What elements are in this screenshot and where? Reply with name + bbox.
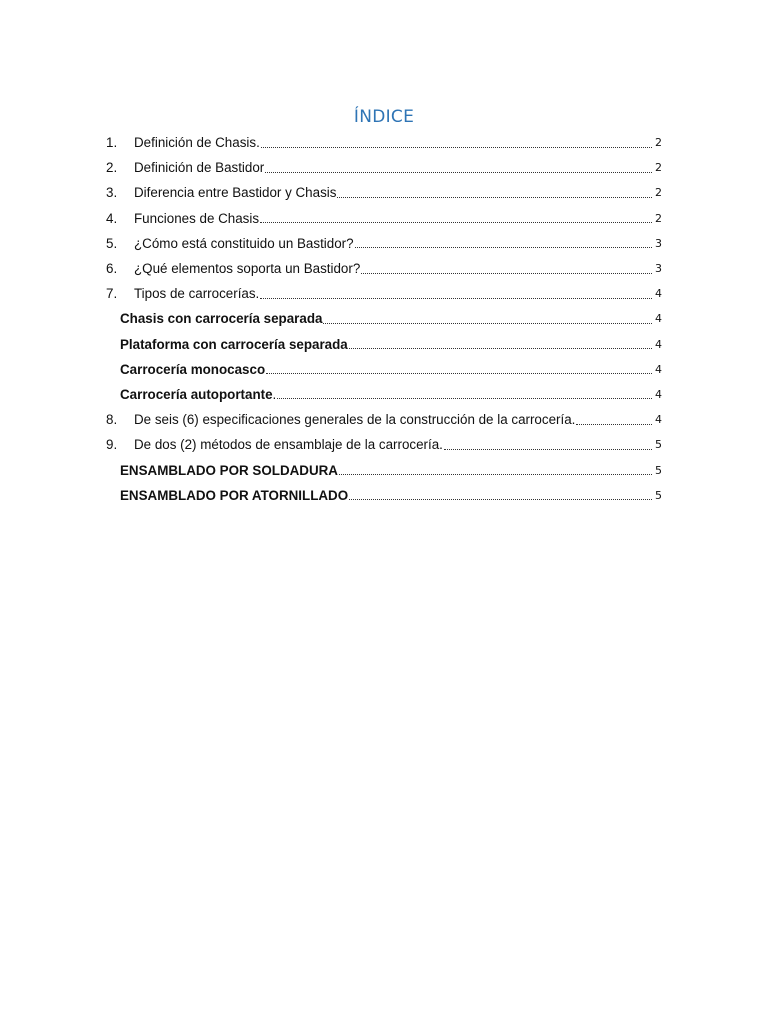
- toc-dot-leader: [337, 196, 652, 198]
- toc-entry-page: 5: [655, 463, 662, 477]
- toc-entry[interactable]: [106, 206, 662, 231]
- toc-entry-page: 2: [655, 136, 662, 150]
- toc-entry-page: 4: [655, 287, 662, 301]
- toc-entry-number: 9.: [106, 437, 118, 453]
- toc-entry-label: Funciones de Chasis: [134, 210, 260, 226]
- table-of-contents: [106, 130, 662, 508]
- toc-dot-leader: [355, 246, 652, 248]
- toc-entry[interactable]: [106, 256, 662, 281]
- toc-entry-number: 5.: [106, 235, 118, 251]
- toc-entry-label: Carrocería autoportante: [120, 386, 273, 402]
- toc-entry-label: Definición de Bastidor: [134, 160, 265, 176]
- toc-entry-number: 1.: [106, 135, 118, 151]
- toc-entry-page: 4: [655, 413, 662, 427]
- toc-dot-leader: [277, 397, 652, 399]
- toc-entry-number: 4.: [106, 210, 118, 226]
- toc-entry-page: 4: [655, 387, 662, 401]
- toc-entry-number: 3.: [106, 185, 118, 201]
- toc-dot-leader: [265, 171, 652, 173]
- toc-entry-page: 2: [655, 161, 662, 175]
- toc-entry-label: De dos (2) métodos de ensamblaje de la carrocería.: [134, 437, 443, 453]
- toc-entry-page: 5: [655, 488, 662, 502]
- toc-dot-leader: [260, 221, 652, 223]
- toc-entry-page: 5: [655, 438, 662, 452]
- toc-subentry[interactable]: [106, 382, 662, 407]
- toc-dot-leader: [266, 372, 652, 374]
- toc-entry-page: 3: [655, 236, 662, 250]
- toc-entry[interactable]: [106, 407, 662, 432]
- toc-entry-number: 7.: [106, 286, 118, 302]
- toc-entry[interactable]: [106, 130, 662, 155]
- toc-entry[interactable]: [106, 180, 662, 205]
- toc-entry-page: 2: [655, 186, 662, 200]
- toc-entry-page: 4: [655, 362, 662, 376]
- toc-entry-label: ENSAMBLADO POR SOLDADURA: [120, 462, 338, 478]
- toc-entry[interactable]: [106, 155, 662, 180]
- toc-entry-number: 8.: [106, 412, 118, 428]
- toc-entry-page: 3: [655, 262, 662, 276]
- toc-entry-label: Tipos de carrocerías.: [134, 286, 260, 302]
- toc-entry[interactable]: [106, 281, 662, 306]
- toc-entry-label: ENSAMBLADO POR ATORNILLADO: [120, 487, 349, 503]
- toc-entry-label: Chasis con carrocería separada: [120, 311, 323, 327]
- toc-dot-leader: [260, 297, 652, 299]
- toc-dot-leader: [261, 146, 652, 148]
- toc-dot-leader: [361, 272, 652, 274]
- toc-dot-leader: [349, 498, 652, 500]
- toc-entry-label-suffix: .: [272, 386, 277, 402]
- toc-entry-number: 6.: [106, 261, 118, 277]
- toc-dot-leader: [339, 473, 652, 475]
- toc-subentry[interactable]: [106, 357, 662, 382]
- toc-subentry[interactable]: [106, 483, 662, 508]
- toc-dot-leader: [576, 423, 652, 425]
- toc-dot-leader: [323, 322, 652, 324]
- toc-entry[interactable]: [106, 432, 662, 457]
- toc-entry-page: 4: [655, 337, 662, 351]
- toc-entry-label: Plataforma con carrocería separada: [120, 336, 348, 352]
- toc-entry-page: 4: [655, 312, 662, 326]
- toc-subentry[interactable]: [106, 457, 662, 482]
- toc-entry-label: Diferencia entre Bastidor y Chasis: [134, 185, 337, 201]
- toc-dot-leader: [444, 448, 652, 450]
- toc-title: ÍNDICE: [353, 107, 415, 127]
- toc-entry-number: 2.: [106, 160, 118, 176]
- toc-entry-label: De seis (6) especificaciones generales de la construcción de la carrocería.: [134, 412, 576, 428]
- toc-subentry[interactable]: [106, 306, 662, 331]
- toc-entry-page: 2: [655, 211, 662, 225]
- toc-entry[interactable]: [106, 231, 662, 256]
- toc-dot-leader: [349, 347, 652, 349]
- toc-subentry[interactable]: [106, 332, 662, 357]
- toc-entry-label: Carrocería monocasco: [120, 361, 266, 377]
- toc-entry-label: ¿Cómo está constituido un Bastidor?: [134, 235, 354, 251]
- toc-entry-label: ¿Qué elementos soporta un Bastidor?: [134, 261, 361, 277]
- toc-entry-label: Definición de Chasis.: [134, 135, 260, 151]
